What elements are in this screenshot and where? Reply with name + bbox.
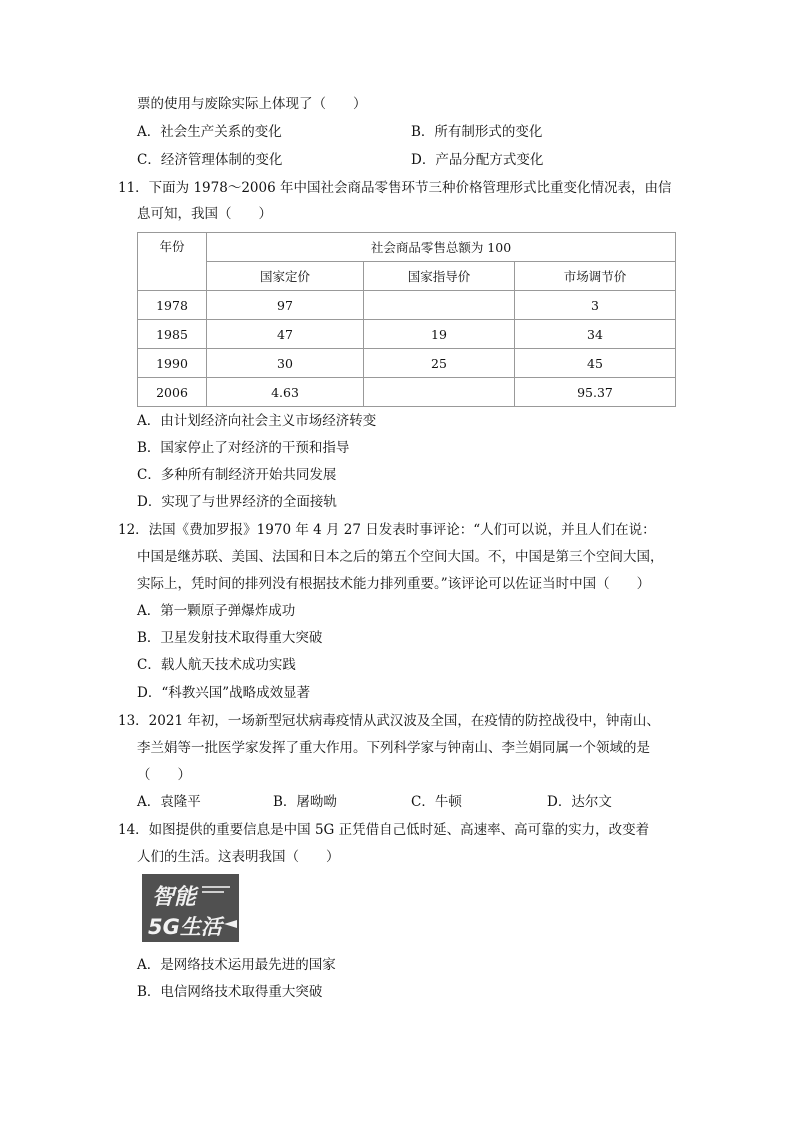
table-header-market-price: 市场调节价	[515, 262, 676, 291]
q12-option-c[interactable]: C．载人航天技术成功实践	[137, 657, 296, 673]
table-header-guided-price: 国家指导价	[364, 262, 515, 291]
table-cell: 95.37	[515, 378, 676, 407]
table-cell: 3	[515, 291, 676, 320]
table-row	[138, 349, 676, 378]
table-row	[138, 378, 676, 407]
table-header-year: 年份	[138, 233, 207, 291]
q14-option-a[interactable]: A．是网络技术运用最先进的国家	[137, 957, 336, 973]
table-cell: 4.63	[207, 378, 364, 407]
table-cell: 30	[207, 349, 364, 378]
q12-option-d[interactable]: D．“科教兴国”战略成效显著	[137, 685, 311, 701]
q12-stem-line-1: 12．法国《费加罗报》1970 年 4 月 27 日发表时事评论：“人们可以说，并且人们在说：	[118, 522, 656, 538]
table-cell-year: 1990	[138, 349, 207, 378]
table-cell-year: 1985	[138, 320, 207, 349]
table-header-group: 社会商品零售总额为 100	[207, 233, 676, 262]
q10-option-a[interactable]: A．社会生产关系的变化	[137, 124, 282, 140]
q10-option-d[interactable]: D．产品分配方式变化	[411, 152, 544, 168]
table-cell: 97	[207, 291, 364, 320]
table-cell-year: 1978	[138, 291, 207, 320]
table-cell: 45	[515, 349, 676, 378]
q14-stem-line-2: 人们的生活。这表明我国（ ）	[137, 849, 340, 865]
image-text-top: 智能	[152, 885, 197, 910]
table-cell: 25	[364, 349, 515, 378]
q12-stem-line-2: 中国是继苏联、美国、法国和日本之后的第五个空间大国。不，中国是第三个空间大国，	[137, 549, 664, 565]
smart-5g-life-image	[142, 874, 239, 942]
q12-option-a[interactable]: A．第一颗原子弹爆炸成功	[137, 603, 296, 619]
q13-option-a[interactable]: A．袁隆平	[137, 794, 201, 810]
q13-option-b[interactable]: B．屠呦呦	[273, 794, 337, 810]
table-row	[138, 291, 676, 320]
q14-stem-line-1: 14．如图提供的重要信息是中国 5G 正凭借自己低时延、高速率、高可靠的实力，改变着	[118, 822, 650, 838]
q11-option-b[interactable]: B．国家停止了对经济的干预和指导	[137, 440, 350, 456]
q11-stem-line-1: 11．下面为 1978～2006 年中国社会商品零售环节三种价格管理形式比重变化情况表，由信	[118, 180, 672, 196]
table-cell: 19	[364, 320, 515, 349]
q11-option-d[interactable]: D．实现了与世界经济的全面接轨	[137, 494, 337, 510]
q13-stem-line-3: （ ）	[137, 767, 191, 783]
table-cell	[364, 378, 515, 407]
q14-option-b[interactable]: B．电信网络技术取得重大突破	[137, 984, 323, 1000]
q10-option-b[interactable]: B．所有制形式的变化	[411, 124, 543, 140]
q13-stem-line-2: 李兰娟等一批医学家发挥了重大作用。下列科学家与钟南山、李兰娟同属一个领域的是	[137, 740, 650, 756]
q11-option-a[interactable]: A．由计划经济向社会主义市场经济转变	[137, 413, 377, 429]
q11-stem-line-2: 息可知，我国（ ）	[137, 206, 272, 222]
q12-option-b[interactable]: B．卫星发射技术取得重大突破	[137, 630, 323, 646]
q11-option-c[interactable]: C．多种所有制经济开始共同发展	[137, 467, 337, 483]
q13-stem-line-1: 13．2021 年初，一场新型冠状病毒疫情从武汉波及全国，在疫情的防控战役中，钟南山、	[118, 713, 660, 729]
table-cell: 34	[515, 320, 676, 349]
q10-stem-end: 票的使用与废除实际上体现了（ ）	[137, 96, 367, 112]
table-row	[138, 320, 676, 349]
q12-stem-line-3: 实际上，凭时间的排列没有根据技术能力排列重要。”该评论可以佐证当时中国（ ）	[137, 576, 651, 592]
q10-option-c[interactable]: C．经济管理体制的变化	[137, 152, 283, 168]
table-header-state-price: 国家定价	[207, 262, 364, 291]
table-cell-year: 2006	[138, 378, 207, 407]
q13-option-d[interactable]: D．达尔文	[547, 794, 612, 810]
image-text-bottom: 5G生活	[148, 915, 222, 939]
table-cell	[364, 291, 515, 320]
table-cell: 47	[207, 320, 364, 349]
price-management-table	[137, 232, 676, 407]
q13-option-c[interactable]: C．牛顿	[411, 794, 462, 810]
